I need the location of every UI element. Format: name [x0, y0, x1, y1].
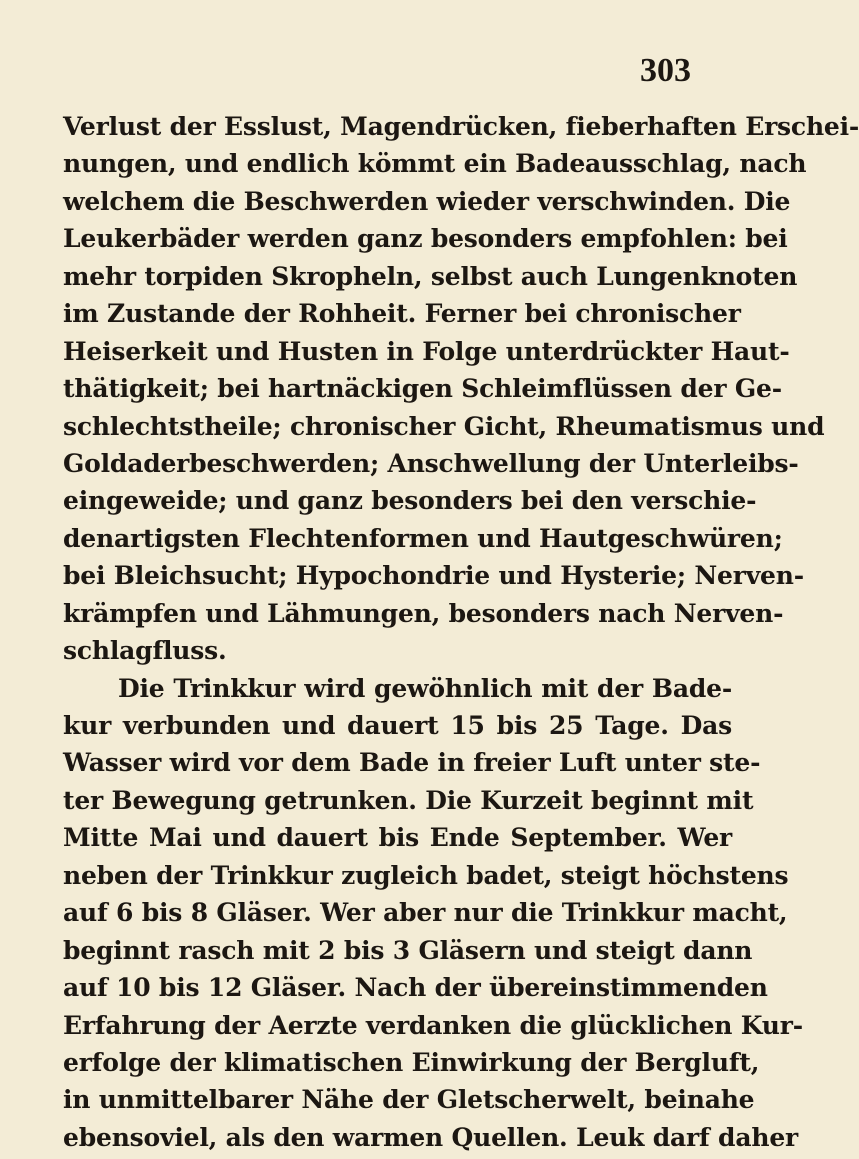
- text-line: mehr torpiden Skropheln, selbst auch Lungenknoten: [63, 261, 798, 291]
- text-line: erfolge der klimatischen Einwirkung der Bergluft,: [63, 1047, 760, 1077]
- text-line: ebensoviel, als den warmen Quellen. Leuk darf daher: [63, 1122, 798, 1152]
- text-line: neben der Trinkkur zugleich badet, steigt höchstens: [63, 860, 789, 890]
- text-line: Erfahrung der Aerzte verdanken die glücklichen Kur-: [63, 1010, 803, 1040]
- text-line: krämpfen und Lähmungen, besonders nach Nerven-: [63, 598, 784, 628]
- text-line: thätigkeit; bei hartnäckigen Schleimflüssen der Ge-: [63, 374, 782, 404]
- text-line: eingeweide; und ganz besonders bei den verschie-: [63, 486, 757, 516]
- text-line: bei Bleichsucht; Hypochondrie und Hysterie; Nerven-: [63, 561, 804, 591]
- text-line: Verlust der Esslust, Magendrücken, fieberhaften Erschei-: [63, 112, 859, 141]
- text-line: schlagfluss.: [63, 636, 227, 666]
- text-line: denartigsten Flechtenformen und Hautgeschwüren;: [63, 523, 783, 553]
- text-line: Mitte Mai und dauert bis Ende September. Wer: [63, 823, 732, 853]
- text-line: auf 6 bis 8 Gläser. Wer aber nur die Trinkkur macht,: [63, 898, 788, 928]
- text-line: Goldaderbeschwerden; Anschwellung der Unterleibs-: [63, 448, 799, 478]
- text-line: Die Trinkkur wird gewöhnlich mit der Bade-: [118, 673, 732, 703]
- text-line: in unmittelbarer Nähe der Gletscherwelt, beinahe: [63, 1085, 755, 1115]
- body-text: [63, 108, 859, 1156]
- text-line: kur verbunden und dauert 15 bis 25 Tage. Das: [63, 711, 732, 740]
- page-number: 303: [640, 52, 691, 89]
- text-line: Wasser wird vor dem Bade in freier Luft unter ste-: [63, 748, 761, 778]
- text-line: auf 10 bis 12 Gläser. Nach der übereinstimmenden: [63, 973, 768, 1003]
- text-line: schlechtstheile; chronischer Gicht, Rheumatismus und: [63, 411, 825, 441]
- text-line: ter Bewegung getrunken. Die Kurzeit beginnt mit: [63, 785, 754, 815]
- text-line: Leukerbäder werden ganz besonders empfohlen: bei: [63, 224, 788, 254]
- text-line: im Zustande der Rohheit. Ferner bei chronischer: [63, 299, 741, 329]
- text-line: beginnt rasch mit 2 bis 3 Gläsern und steigt dann: [63, 935, 753, 965]
- text-line: welchem die Beschwerden wieder verschwinden. Die: [63, 186, 791, 216]
- text-line: Heiserkeit und Husten in Folge unterdrückter Haut-: [63, 336, 790, 366]
- text-line: nungen, und endlich kömmt ein Badeausschlag, nach: [63, 149, 807, 179]
